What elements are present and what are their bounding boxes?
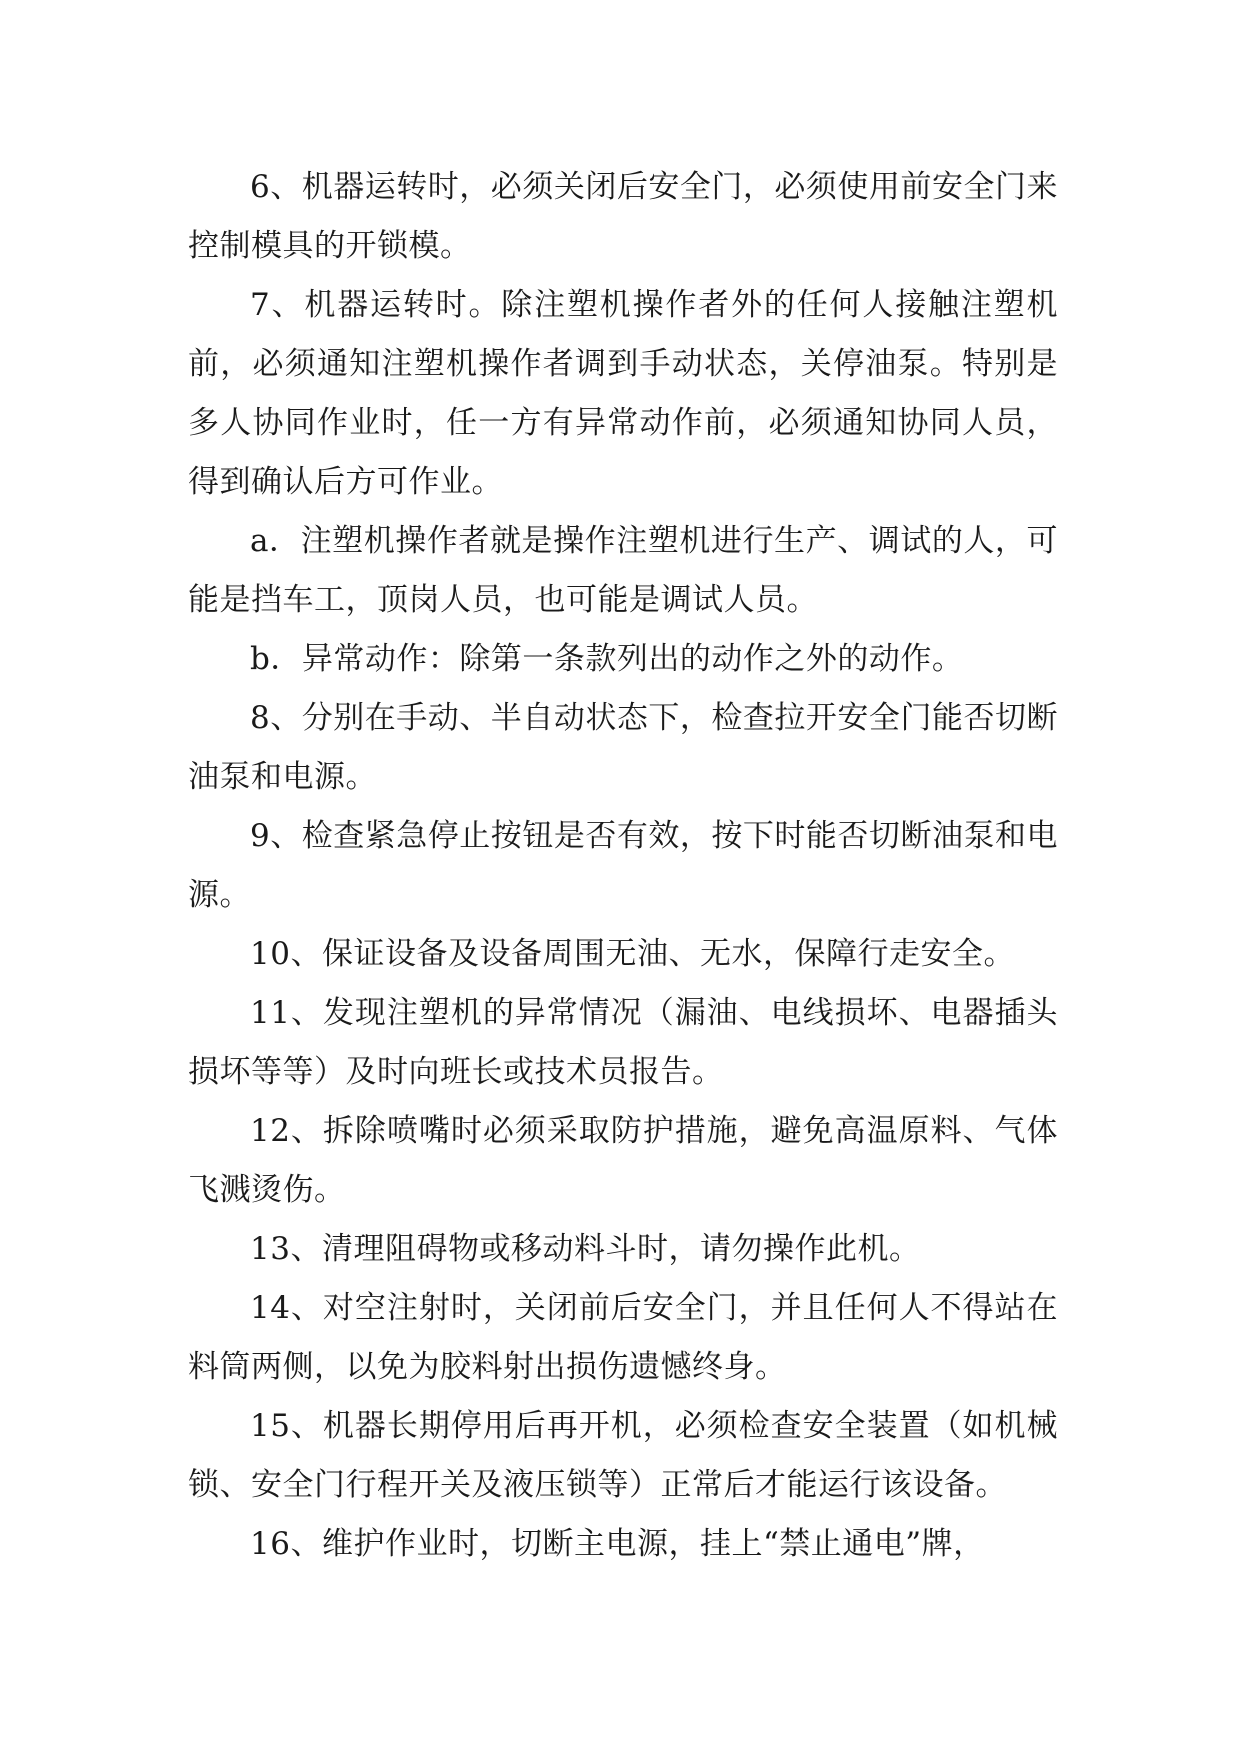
paragraph-11: 11、发现注塑机的异常情况（漏油、电线损坏、电器插头损坏等等）及时向班长或技术员报告。 — [188, 995, 1058, 1090]
paragraph-13: 13、清理阻碍物或移动料斗时，请勿操作此机。 — [250, 1231, 921, 1267]
paragraph-10: 10、保证设备及设备周围无油、无水，保障行走安全。 — [250, 936, 1015, 972]
paragraph-8: 8、分别在手动、半自动状态下，检查拉开安全门能否切断油泵和电源。 — [188, 700, 1058, 795]
paragraph-6: 6、机器运转时，必须关闭后安全门，必须使用前安全门来控制模具的开锁模。 — [188, 169, 1058, 264]
paragraph-9: 9、检查紧急停止按钮是否有效，按下时能否切断油泵和电源。 — [188, 818, 1058, 913]
paragraph-7b: b．异常动作：除第一条款列出的动作之外的动作。 — [250, 641, 964, 677]
paragraph-12: 12、拆除喷嘴时必须采取防护措施，避免高温原料、气体飞溅烫伤。 — [188, 1113, 1058, 1208]
paragraph-7: 7、机器运转时。除注塑机操作者外的任何人接触注塑机前，必须通知注塑机操作者调到手动状态，关停油泵。特别是多人协同作业时，任一方有异常动作前，必须通知协同人员，得到确认后方可作业。 — [188, 287, 1058, 500]
paragraph-7a: a．注塑机操作者就是操作注塑机进行生产、调试的人，可能是挡车工，顶岗人员，也可能是调试人员。 — [188, 523, 1058, 618]
paragraph-15: 15、机器长期停用后再开机，必须检查安全装置（如机械锁、安全门行程开关及液压锁等）正常后才能运行该设备。 — [188, 1408, 1058, 1503]
document-body — [188, 158, 1058, 1574]
paragraph-14: 14、对空注射时，关闭前后安全门，并且任何人不得站在料筒两侧，以免为胶料射出损伤遗憾终身。 — [188, 1290, 1058, 1385]
paragraph-16: 16、维护作业时，切断主电源，挂上“禁止通电”牌， — [250, 1526, 985, 1562]
